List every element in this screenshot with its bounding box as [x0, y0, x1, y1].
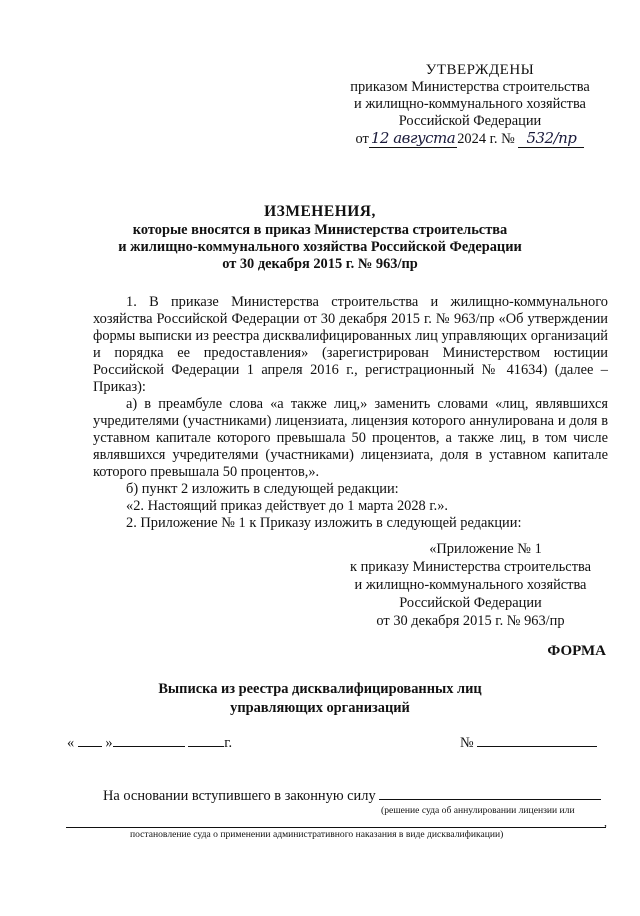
- paragraph-1: 1. В приказе Министерства строительства и жилищно-коммунального хозяйства Российской Федерации от 30 декабря 2015 г. № 963/пр «Об утверждении формы выписки из реестра дисквалифицированных лиц управляющих организаций и порядка ее предоставления» (зарегистрирован Министерством юстиции Российской Федерации 1 апреля 2016 г., регистрационный № 41634) (далее – Приказ):: [93, 294, 608, 395]
- form-title: [0, 680, 640, 718]
- document-heading: ИЗМЕНЕНИЯ,: [264, 203, 376, 220]
- basis-note-1: (решение суда об аннулировании лицензии или: [381, 805, 575, 816]
- handwritten-order-number: 532/пр: [518, 130, 584, 148]
- year-suffix: г.: [224, 735, 233, 751]
- date-suffix: 2024 г. №: [457, 131, 515, 147]
- day-blank: [78, 734, 102, 747]
- appendix-line: Российской Федерации: [399, 595, 542, 611]
- appendix-block: [338, 540, 603, 630]
- year-blank: [188, 734, 224, 747]
- paragraph-quote: «2. Настоящий приказ действует до 1 марта 2028 г.».: [126, 498, 448, 514]
- form-title-line: управляющих организаций: [230, 700, 410, 716]
- form-number-row: [460, 734, 597, 752]
- approval-date-line: [335, 130, 605, 148]
- date-prefix: от: [355, 131, 369, 147]
- form-label: ФОРМА: [547, 643, 606, 659]
- approval-title: УТВЕРЖДЕНЫ: [425, 62, 535, 78]
- basis-text: На основании вступившего в законную силу: [103, 788, 376, 804]
- number-label: №: [460, 735, 474, 751]
- handwritten-date: 12 августа: [370, 129, 456, 147]
- appendix-line: и жилищно-коммунального хозяйства: [354, 577, 587, 593]
- appendix-line: к приказу Министерства строительства: [350, 559, 591, 575]
- paragraph-2: 2. Приложение № 1 к Приказу изложить в следующей редакции:: [126, 515, 522, 531]
- appendix-line: «Приложение № 1: [429, 541, 542, 557]
- quote-open: «: [67, 735, 75, 751]
- approval-line: приказом Министерства строительства: [350, 79, 590, 95]
- approval-block: [335, 62, 605, 148]
- approval-line: Российской Федерации: [398, 113, 542, 129]
- month-blank: [113, 734, 185, 747]
- paragraph-a: а) в преамбуле слова «а также лиц,» заменить словами «лиц, являвшихся учредителями (участниками) лицензиата, лицензия которого аннулирована и доля в уставном капитале которого превышала 50 процентов, а также лиц, в том числе являвшихся учредителями (участниками) лицензиата, доля в уставном капитале которого превышала 50 процентов,».: [93, 396, 608, 480]
- paragraph-b: б) пункт 2 изложить в следующей редакции:: [126, 481, 399, 497]
- basis-row: [103, 787, 601, 805]
- number-blank: [477, 734, 597, 747]
- basis-blank: [379, 787, 601, 800]
- basis-long-blank: [66, 815, 606, 828]
- form-date-row: [67, 734, 232, 752]
- body-text: [93, 294, 608, 532]
- form-title-line: Выписка из реестра дисквалифицированных лиц: [158, 681, 482, 697]
- subheading-line: от 30 декабря 2015 г. № 963/пр: [222, 256, 418, 272]
- subheading-line: и жилищно-коммунального хозяйства Российской Федерации: [118, 239, 522, 255]
- appendix-line: от 30 декабря 2015 г. № 963/пр: [376, 613, 565, 629]
- basis-note-2: постановление суда о применении административного наказания в виде дисквалификации): [130, 829, 504, 840]
- approval-line: и жилищно-коммунального хозяйства: [354, 96, 586, 112]
- subheading-line: которые вносятся в приказ Министерства строительства: [132, 222, 508, 238]
- document-subheading: [0, 222, 640, 273]
- quote-close: »: [105, 735, 113, 751]
- basis-comma: ,: [604, 815, 607, 829]
